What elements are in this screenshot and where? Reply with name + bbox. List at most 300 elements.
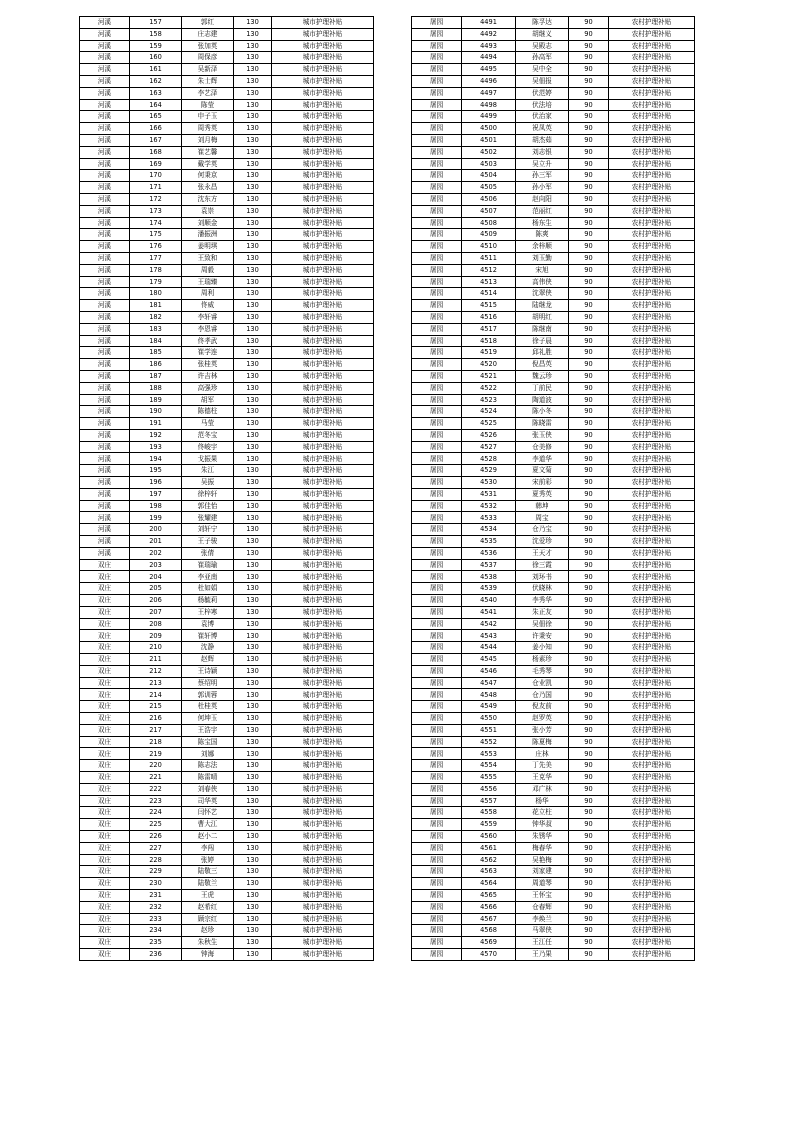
name-cell: 沈东方 <box>182 193 234 205</box>
table-row <box>412 630 695 642</box>
amount-cell: 90 <box>569 547 609 559</box>
name-cell: 吴艳梅 <box>516 854 569 866</box>
name-cell: 祝凤英 <box>516 123 569 135</box>
subsidy-type-cell: 农村护理补贴 <box>609 677 695 689</box>
serial-cell: 4509 <box>462 229 516 241</box>
serial-cell: 233 <box>130 913 182 925</box>
town-cell: 双庄 <box>80 677 130 689</box>
name-cell: 李艺泽 <box>182 87 234 99</box>
table-row <box>80 819 374 831</box>
name-cell: 刘玉勤 <box>516 252 569 264</box>
subsidy-type-cell: 农村护理补贴 <box>609 889 695 901</box>
town-cell: 双庄 <box>80 854 130 866</box>
serial-cell: 4538 <box>462 571 516 583</box>
subsidy-type-cell: 农村护理补贴 <box>609 713 695 725</box>
serial-cell: 212 <box>130 665 182 677</box>
town-cell: 河溪 <box>80 441 130 453</box>
amount-cell: 130 <box>234 724 272 736</box>
town-cell: 屠园 <box>412 866 462 878</box>
table-row <box>412 500 695 512</box>
serial-cell: 222 <box>130 783 182 795</box>
amount-cell: 130 <box>234 335 272 347</box>
serial-cell: 228 <box>130 854 182 866</box>
name-cell: 吴立升 <box>516 158 569 170</box>
subsidy-type-cell: 城市护理补贴 <box>272 123 374 135</box>
table-row <box>412 382 695 394</box>
town-cell: 河溪 <box>80 465 130 477</box>
table-row <box>80 830 374 842</box>
subsidy-type-cell: 农村护理补贴 <box>609 488 695 500</box>
table-row <box>80 347 374 359</box>
town-cell: 屠园 <box>412 878 462 890</box>
amount-cell: 90 <box>569 300 609 312</box>
amount-cell: 130 <box>234 595 272 607</box>
table-row <box>412 99 695 111</box>
table-row <box>80 465 374 477</box>
town-cell: 屠园 <box>412 654 462 666</box>
subsidy-type-cell: 农村护理补贴 <box>609 925 695 937</box>
serial-cell: 4553 <box>462 748 516 760</box>
amount-cell: 90 <box>569 347 609 359</box>
name-cell: 周毅 <box>182 264 234 276</box>
subsidy-type-cell: 农村护理补贴 <box>609 241 695 253</box>
subsidy-type-cell: 城市护理补贴 <box>272 701 374 713</box>
town-cell: 河溪 <box>80 288 130 300</box>
serial-cell: 183 <box>130 323 182 335</box>
town-cell: 屠园 <box>412 311 462 323</box>
serial-cell: 196 <box>130 477 182 489</box>
amount-cell: 130 <box>234 418 272 430</box>
serial-cell: 167 <box>130 134 182 146</box>
table-row <box>412 654 695 666</box>
town-cell: 屠园 <box>412 288 462 300</box>
serial-cell: 4548 <box>462 689 516 701</box>
serial-cell: 221 <box>130 772 182 784</box>
town-cell: 双庄 <box>80 595 130 607</box>
table-row <box>412 182 695 194</box>
name-cell: 陈志法 <box>182 760 234 772</box>
name-cell: 高伟侠 <box>516 276 569 288</box>
serial-cell: 177 <box>130 252 182 264</box>
subsidy-type-cell: 农村护理补贴 <box>609 583 695 595</box>
subsidy-type-cell: 农村护理补贴 <box>609 382 695 394</box>
table-row <box>80 795 374 807</box>
town-cell: 双庄 <box>80 889 130 901</box>
town-cell: 河溪 <box>80 123 130 135</box>
subsidy-type-cell: 城市护理补贴 <box>272 736 374 748</box>
table-row <box>412 854 695 866</box>
serial-cell: 197 <box>130 488 182 500</box>
town-cell: 屠园 <box>412 241 462 253</box>
serial-cell: 4506 <box>462 193 516 205</box>
name-cell: 赵希红 <box>182 901 234 913</box>
name-cell: 刘顺金 <box>182 217 234 229</box>
serial-cell: 161 <box>130 64 182 76</box>
name-cell: 徐梓轩 <box>182 488 234 500</box>
subsidy-type-cell: 城市护理补贴 <box>272 618 374 630</box>
table-row <box>412 488 695 500</box>
table-row <box>80 748 374 760</box>
subsidy-type-cell: 农村护理补贴 <box>609 547 695 559</box>
town-cell: 屠园 <box>412 182 462 194</box>
subsidy-type-cell: 城市护理补贴 <box>272 64 374 76</box>
serial-cell: 231 <box>130 889 182 901</box>
town-cell: 河溪 <box>80 382 130 394</box>
name-cell: 陈德柱 <box>182 406 234 418</box>
town-cell: 屠园 <box>412 170 462 182</box>
amount-cell: 130 <box>234 819 272 831</box>
serial-cell: 4536 <box>462 547 516 559</box>
amount-cell: 130 <box>234 642 272 654</box>
table-row <box>412 689 695 701</box>
table-row <box>80 87 374 99</box>
serial-cell: 186 <box>130 359 182 371</box>
town-cell: 屠园 <box>412 500 462 512</box>
name-cell: 徐三霞 <box>516 559 569 571</box>
town-cell: 河溪 <box>80 500 130 512</box>
name-cell: 王诗颖 <box>182 665 234 677</box>
right-roster-body <box>412 17 695 961</box>
amount-cell: 130 <box>234 524 272 536</box>
table-row <box>80 630 374 642</box>
subsidy-type-cell: 城市护理补贴 <box>272 595 374 607</box>
town-cell: 双庄 <box>80 606 130 618</box>
amount-cell: 90 <box>569 370 609 382</box>
subsidy-type-cell: 农村护理补贴 <box>609 595 695 607</box>
amount-cell: 130 <box>234 300 272 312</box>
amount-cell: 130 <box>234 323 272 335</box>
name-cell: 姜明琪 <box>182 241 234 253</box>
amount-cell: 90 <box>569 677 609 689</box>
town-cell: 河溪 <box>80 524 130 536</box>
subsidy-type-cell: 城市护理补贴 <box>272 760 374 772</box>
serial-cell: 225 <box>130 819 182 831</box>
amount-cell: 90 <box>569 807 609 819</box>
serial-cell: 4547 <box>462 677 516 689</box>
amount-cell: 90 <box>569 429 609 441</box>
name-cell: 吴佃徐 <box>516 618 569 630</box>
table-row <box>412 736 695 748</box>
name-cell: 陈夏梅 <box>516 736 569 748</box>
serial-cell: 163 <box>130 87 182 99</box>
table-row <box>80 40 374 52</box>
name-cell: 吴振 <box>182 477 234 489</box>
table-row <box>80 606 374 618</box>
name-cell: 马翠侠 <box>516 925 569 937</box>
serial-cell: 220 <box>130 760 182 772</box>
name-cell: 蔡绍明 <box>182 677 234 689</box>
subsidy-type-cell: 农村护理补贴 <box>609 52 695 64</box>
town-cell: 屠园 <box>412 441 462 453</box>
name-cell: 戈振果 <box>182 453 234 465</box>
subsidy-type-cell: 农村护理补贴 <box>609 170 695 182</box>
name-cell: 潘振洲 <box>182 229 234 241</box>
subsidy-type-cell: 农村护理补贴 <box>609 17 695 29</box>
serial-cell: 200 <box>130 524 182 536</box>
name-cell: 张加英 <box>182 40 234 52</box>
town-cell: 河溪 <box>80 370 130 382</box>
subsidy-type-cell: 城市护理补贴 <box>272 689 374 701</box>
serial-cell: 172 <box>130 193 182 205</box>
serial-cell: 4525 <box>462 418 516 430</box>
subsidy-type-cell: 农村护理补贴 <box>609 477 695 489</box>
table-row <box>412 618 695 630</box>
table-row <box>412 429 695 441</box>
table-row <box>80 146 374 158</box>
table-row <box>412 64 695 76</box>
town-cell: 屠园 <box>412 40 462 52</box>
amount-cell: 90 <box>569 654 609 666</box>
table-row <box>412 323 695 335</box>
serial-cell: 159 <box>130 40 182 52</box>
subsidy-type-cell: 农村护理补贴 <box>609 512 695 524</box>
subsidy-type-cell: 城市护理补贴 <box>272 925 374 937</box>
amount-cell: 90 <box>569 276 609 288</box>
serial-cell: 191 <box>130 418 182 430</box>
subsidy-type-cell: 城市护理补贴 <box>272 441 374 453</box>
name-cell: 刘轩宁 <box>182 524 234 536</box>
name-cell: 崔艺馨 <box>182 146 234 158</box>
town-cell: 屠园 <box>412 394 462 406</box>
table-row <box>412 229 695 241</box>
table-row <box>80 500 374 512</box>
amount-cell: 130 <box>234 500 272 512</box>
serial-cell: 4554 <box>462 760 516 772</box>
name-cell: 顾宗红 <box>182 913 234 925</box>
subsidy-type-cell: 城市护理补贴 <box>272 52 374 64</box>
town-cell: 屠园 <box>412 300 462 312</box>
name-cell: 范丽红 <box>516 205 569 217</box>
name-cell: 毛秀琴 <box>516 665 569 677</box>
town-cell: 屠园 <box>412 335 462 347</box>
town-cell: 屠园 <box>412 819 462 831</box>
amount-cell: 90 <box>569 524 609 536</box>
town-cell: 屠园 <box>412 64 462 76</box>
name-cell: 何秉京 <box>182 170 234 182</box>
amount-cell: 130 <box>234 52 272 64</box>
amount-cell: 90 <box>569 217 609 229</box>
town-cell: 河溪 <box>80 429 130 441</box>
town-cell: 屠园 <box>412 760 462 772</box>
serial-cell: 202 <box>130 547 182 559</box>
subsidy-type-cell: 农村护理补贴 <box>609 370 695 382</box>
amount-cell: 130 <box>234 229 272 241</box>
serial-cell: 4498 <box>462 99 516 111</box>
table-row <box>80 889 374 901</box>
table-row <box>412 217 695 229</box>
town-cell: 双庄 <box>80 901 130 913</box>
name-cell: 崔学连 <box>182 347 234 359</box>
subsidy-type-cell: 城市护理补贴 <box>272 606 374 618</box>
subsidy-type-cell: 农村护理补贴 <box>609 819 695 831</box>
table-row <box>80 701 374 713</box>
subsidy-type-cell: 农村护理补贴 <box>609 252 695 264</box>
table-row <box>412 913 695 925</box>
serial-cell: 213 <box>130 677 182 689</box>
table-row <box>80 323 374 335</box>
amount-cell: 130 <box>234 170 272 182</box>
name-cell: 李亚南 <box>182 571 234 583</box>
subsidy-type-cell: 城市护理补贴 <box>272 583 374 595</box>
town-cell: 河溪 <box>80 241 130 253</box>
amount-cell: 130 <box>234 536 272 548</box>
serial-cell: 4565 <box>462 889 516 901</box>
serial-cell: 236 <box>130 948 182 960</box>
table-row <box>80 229 374 241</box>
subsidy-type-cell: 城市护理补贴 <box>272 182 374 194</box>
table-row <box>412 606 695 618</box>
table-row <box>80 724 374 736</box>
subsidy-type-cell: 农村护理补贴 <box>609 654 695 666</box>
table-row <box>412 783 695 795</box>
town-cell: 双庄 <box>80 689 130 701</box>
subsidy-type-cell: 农村护理补贴 <box>609 807 695 819</box>
subsidy-type-cell: 城市护理补贴 <box>272 429 374 441</box>
amount-cell: 130 <box>234 854 272 866</box>
name-cell: 庄林 <box>516 748 569 760</box>
town-cell: 双庄 <box>80 937 130 949</box>
serial-cell: 211 <box>130 654 182 666</box>
serial-cell: 4514 <box>462 288 516 300</box>
town-cell: 河溪 <box>80 205 130 217</box>
amount-cell: 130 <box>234 217 272 229</box>
subsidy-type-cell: 农村护理补贴 <box>609 901 695 913</box>
serial-cell: 232 <box>130 901 182 913</box>
table-row <box>80 99 374 111</box>
amount-cell: 130 <box>234 842 272 854</box>
table-row <box>412 642 695 654</box>
subsidy-type-cell: 城市护理补贴 <box>272 75 374 87</box>
amount-cell: 130 <box>234 394 272 406</box>
serial-cell: 208 <box>130 618 182 630</box>
town-cell: 屠园 <box>412 229 462 241</box>
subsidy-type-cell: 城市护理补贴 <box>272 783 374 795</box>
name-cell: 陆敬三 <box>182 866 234 878</box>
town-cell: 双庄 <box>80 713 130 725</box>
serial-cell: 4508 <box>462 217 516 229</box>
town-cell: 屠园 <box>412 642 462 654</box>
town-cell: 屠园 <box>412 795 462 807</box>
amount-cell: 130 <box>234 441 272 453</box>
town-cell: 屠园 <box>412 748 462 760</box>
name-cell: 闫怀艺 <box>182 807 234 819</box>
serial-cell: 187 <box>130 370 182 382</box>
serial-cell: 170 <box>130 170 182 182</box>
table-row <box>80 17 374 29</box>
serial-cell: 166 <box>130 123 182 135</box>
amount-cell: 90 <box>569 394 609 406</box>
serial-cell: 4559 <box>462 819 516 831</box>
serial-cell: 4515 <box>462 300 516 312</box>
town-cell: 河溪 <box>80 52 130 64</box>
subsidy-type-cell: 农村护理补贴 <box>609 311 695 323</box>
amount-cell: 90 <box>569 866 609 878</box>
table-row <box>412 477 695 489</box>
name-cell: 杨华 <box>516 795 569 807</box>
town-cell: 屠园 <box>412 524 462 536</box>
table-row <box>412 406 695 418</box>
town-cell: 双庄 <box>80 748 130 760</box>
subsidy-type-cell: 城市护理补贴 <box>272 453 374 465</box>
town-cell: 河溪 <box>80 335 130 347</box>
table-row <box>412 866 695 878</box>
name-cell: 沈翠侠 <box>516 288 569 300</box>
serial-cell: 4544 <box>462 642 516 654</box>
amount-cell: 130 <box>234 28 272 40</box>
table-row <box>412 842 695 854</box>
subsidy-type-cell: 农村护理补贴 <box>609 99 695 111</box>
town-cell: 双庄 <box>80 760 130 772</box>
subsidy-type-cell: 城市护理补贴 <box>272 99 374 111</box>
table-row <box>80 359 374 371</box>
name-cell: 刘环书 <box>516 571 569 583</box>
table-row <box>412 111 695 123</box>
town-cell: 屠园 <box>412 689 462 701</box>
subsidy-type-cell: 城市护理补贴 <box>272 205 374 217</box>
subsidy-type-cell: 城市护理补贴 <box>272 571 374 583</box>
name-cell: 赵珍 <box>182 925 234 937</box>
town-cell: 屠园 <box>412 264 462 276</box>
amount-cell: 90 <box>569 689 609 701</box>
amount-cell: 130 <box>234 665 272 677</box>
serial-cell: 4519 <box>462 347 516 359</box>
amount-cell: 90 <box>569 288 609 300</box>
name-cell: 韩坤 <box>516 500 569 512</box>
town-cell: 屠园 <box>412 925 462 937</box>
name-cell: 张小芳 <box>516 724 569 736</box>
table-row <box>412 87 695 99</box>
town-cell: 河溪 <box>80 276 130 288</box>
amount-cell: 130 <box>234 937 272 949</box>
name-cell: 王致和 <box>182 252 234 264</box>
table-row <box>80 217 374 229</box>
amount-cell: 90 <box>569 606 609 618</box>
table-row <box>412 418 695 430</box>
serial-cell: 4523 <box>462 394 516 406</box>
town-cell: 屠园 <box>412 17 462 29</box>
subsidy-type-cell: 城市护理补贴 <box>272 866 374 878</box>
table-row <box>80 477 374 489</box>
subsidy-type-cell: 农村护理补贴 <box>609 193 695 205</box>
town-cell: 屠园 <box>412 52 462 64</box>
serial-cell: 201 <box>130 536 182 548</box>
amount-cell: 130 <box>234 795 272 807</box>
serial-cell: 173 <box>130 205 182 217</box>
subsidy-type-cell: 城市护理补贴 <box>272 264 374 276</box>
amount-cell: 90 <box>569 146 609 158</box>
subsidy-type-cell: 城市护理补贴 <box>272 819 374 831</box>
subsidy-type-cell: 城市护理补贴 <box>272 134 374 146</box>
serial-cell: 4543 <box>462 630 516 642</box>
table-row <box>80 901 374 913</box>
town-cell: 屠园 <box>412 948 462 960</box>
subsidy-type-cell: 农村护理补贴 <box>609 866 695 878</box>
subsidy-type-cell: 城市护理补贴 <box>272 724 374 736</box>
serial-cell: 204 <box>130 571 182 583</box>
name-cell: 李轩睿 <box>182 311 234 323</box>
serial-cell: 224 <box>130 807 182 819</box>
subsidy-type-cell: 农村护理补贴 <box>609 28 695 40</box>
town-cell: 屠园 <box>412 618 462 630</box>
subsidy-type-cell: 城市护理补贴 <box>272 359 374 371</box>
subsidy-type-cell: 农村护理补贴 <box>609 630 695 642</box>
serial-cell: 171 <box>130 182 182 194</box>
table-row <box>80 713 374 725</box>
amount-cell: 130 <box>234 311 272 323</box>
amount-cell: 90 <box>569 724 609 736</box>
amount-cell: 130 <box>234 866 272 878</box>
table-row <box>412 547 695 559</box>
